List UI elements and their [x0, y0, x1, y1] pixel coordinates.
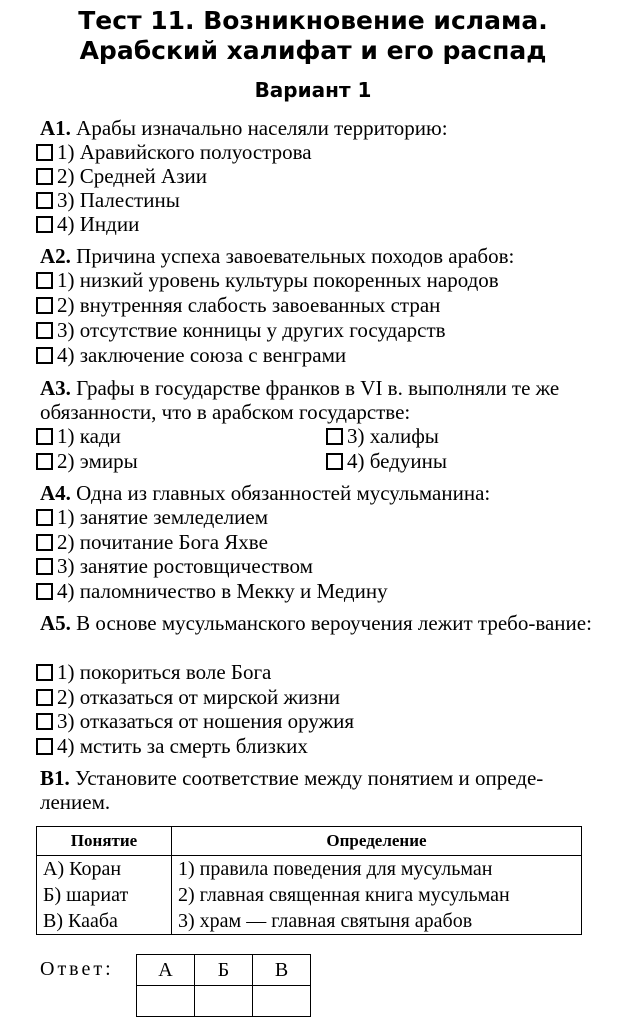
checkbox[interactable] [36, 453, 53, 470]
answer-grid [136, 954, 311, 1017]
column-header-definition: Определение [172, 827, 582, 856]
test-subtitle: Арабский халифат и его распад [79, 36, 547, 65]
option-a2-3[interactable]: 3) отсутствие конницы у других государств [36, 318, 446, 342]
option-a3-1[interactable]: 1) кади [36, 424, 121, 448]
question-text: Одна из главных обязанностей мусульманина: [70, 481, 491, 505]
checkbox[interactable] [326, 453, 343, 470]
answer-column-v: В [253, 955, 311, 986]
concept-cell: В) Кааба [37, 908, 172, 935]
answer-input-v[interactable] [253, 986, 311, 1017]
option-a3-2[interactable]: 2) эмиры [36, 449, 138, 473]
question-a3 [40, 376, 600, 424]
answer-column-a: А [137, 955, 195, 986]
option-a5-2[interactable]: 2) отказаться от мирской жизни [36, 685, 340, 709]
table-row [37, 882, 582, 908]
checkbox[interactable] [36, 738, 53, 755]
answer-label: Ответ: [40, 958, 114, 980]
definition-cell: 3) храм — главная святыня арабов [172, 908, 582, 935]
question-text: Графы в государстве франков в VI в. выполняли те же обязанности, что в арабском государстве: [40, 376, 560, 424]
checkbox[interactable] [36, 509, 53, 526]
question-a5 [40, 611, 600, 635]
option-a5-1[interactable]: 1) покориться воле Бога [36, 660, 271, 684]
question-number: А1. [40, 116, 71, 140]
checkbox[interactable] [326, 428, 343, 445]
table-row [37, 856, 582, 883]
table-header-row [37, 827, 582, 856]
question-text: В основе мусульманского вероучения лежит требо-вание: [70, 611, 592, 635]
table-row [37, 908, 582, 935]
checkbox[interactable] [36, 168, 53, 185]
checkbox[interactable] [36, 713, 53, 730]
question-a4 [40, 481, 600, 505]
question-text: Причина успеха завоевательных походов арабов: [70, 244, 515, 268]
question-b1 [40, 766, 600, 814]
question-number: А4. [40, 481, 71, 505]
checkbox[interactable] [36, 347, 53, 364]
column-header-concept: Понятие [37, 827, 172, 856]
variant-label: Вариант 1 [254, 78, 372, 102]
question-text: Арабы изначально населяли территорию: [70, 116, 448, 140]
concept-cell: Б) шариат [37, 882, 172, 908]
option-a2-4[interactable]: 4) заключение союза с венграми [36, 343, 346, 367]
question-a2 [40, 244, 600, 268]
option-a4-3[interactable]: 3) занятие ростовщичеством [36, 554, 313, 578]
definition-cell: 2) главная священная книга мусульман [172, 882, 582, 908]
checkbox[interactable] [36, 322, 53, 339]
answer-column-b: Б [195, 955, 253, 986]
answer-input-b[interactable] [195, 986, 253, 1017]
option-a5-3[interactable]: 3) отказаться от ношения оружия [36, 709, 354, 733]
option-a4-1[interactable]: 1) занятие земледелием [36, 505, 268, 529]
checkbox[interactable] [36, 689, 53, 706]
concept-cell: А) Коран [37, 856, 172, 883]
checkbox[interactable] [36, 297, 53, 314]
option-a1-4[interactable]: 4) Индии [36, 212, 139, 236]
question-number: В1. [40, 766, 70, 790]
option-a3-3[interactable]: 3) халифы [326, 424, 439, 448]
checkbox[interactable] [36, 428, 53, 445]
test-title: Тест 11. Возникновение ислама. [78, 6, 548, 35]
question-number: А2. [40, 244, 71, 268]
checkbox[interactable] [36, 534, 53, 551]
question-text: Установите соответствие между понятием и опреде-лением. [40, 766, 544, 814]
checkbox[interactable] [36, 664, 53, 681]
question-a1 [40, 116, 600, 140]
option-a1-1[interactable]: 1) Аравийского полуострова [36, 140, 312, 164]
option-a4-4[interactable]: 4) паломничество в Мекку и Медину [36, 579, 388, 603]
question-number: А5. [40, 611, 71, 635]
option-a2-2[interactable]: 2) внутренняя слабость завоеванных стран [36, 293, 440, 317]
checkbox[interactable] [36, 558, 53, 575]
checkbox[interactable] [36, 216, 53, 233]
option-a2-1[interactable]: 1) низкий уровень культуры покоренных народов [36, 268, 499, 292]
question-number: А3. [40, 376, 71, 400]
option-a1-3[interactable]: 3) Палестины [36, 188, 180, 212]
matching-table [36, 826, 582, 935]
option-a1-2[interactable]: 2) Средней Азии [36, 164, 207, 188]
checkbox[interactable] [36, 144, 53, 161]
checkbox[interactable] [36, 583, 53, 600]
option-a3-4[interactable]: 4) бедуины [326, 449, 447, 473]
checkbox[interactable] [36, 272, 53, 289]
option-a5-4[interactable]: 4) мстить за смерть близких [36, 734, 308, 758]
definition-cell: 1) правила поведения для мусульман [172, 856, 582, 883]
option-a4-2[interactable]: 2) почитание Бога Яхве [36, 530, 268, 554]
checkbox[interactable] [36, 192, 53, 209]
answer-input-a[interactable] [137, 986, 195, 1017]
